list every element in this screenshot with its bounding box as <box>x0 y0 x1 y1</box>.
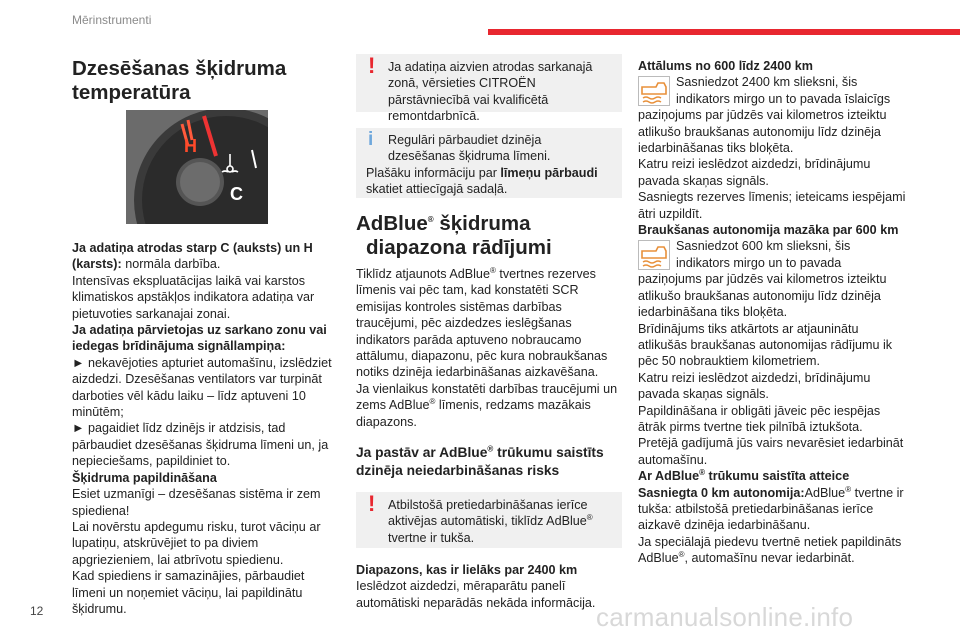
paragraph: Esiet uzmanīgi – dzesēšanas sistēma ir zem spiediena! <box>72 487 321 518</box>
info-icon: i <box>368 129 374 150</box>
paragraph: Tiklīdz atjaunots AdBlue® tvertnes rezerves līmenis vai pēc tam, kad konstatēti SCR emisijas kontroles sistēmas darbības traucējumi, pēc aizdedzes ieslēgšanas indikators parāda aptuveno nobraucamo attālumu, diapazonu, pēc kura nobraukšanas notiks dzinēja iedarbināšanas aizkavēšana. <box>356 265 608 380</box>
paragraph: Ja adatiņa atrodas starp C (auksts) un H (karsts): normāla darbība. <box>72 241 313 272</box>
paragraph: Pretējā gadījumā jūs vairs nevarēsiet iedarbināt automašīnu. <box>638 436 904 467</box>
paragraph: Sasniegts rezerves līmenis; ieteicams iespējami ātri uzpildīt. <box>638 190 906 221</box>
adblue-indicator-icon <box>638 240 670 270</box>
paragraph: Papildināšana ir obligāti jāveic pēc iespējas ātrāk pirms tvertne tiek pilnībā iztukšota. <box>638 403 881 434</box>
range-heading: Diapazons, kas ir lielāks par 2400 km <box>356 563 578 578</box>
paragraph: Ieslēdzot aizdedzi, mēraparātu panelī automātiski neparādās nekāda informācija. <box>356 579 596 610</box>
column-range <box>638 58 906 567</box>
paragraph: Lai novērstu apdegumu risku, turot vāciņu ar lupatiņu, atskrūvējiet to pa diviem apgriezieniem, lai atbrīvotu spiedienu. <box>72 519 321 567</box>
page-number: 12 <box>30 604 44 618</box>
paragraph: Katru reizi ieslēdzot aizdedzi, brīdinājumu pavada skaņas signāls. <box>638 370 871 402</box>
adblue-indicator-icon <box>638 76 670 106</box>
range-block-2400: Sasniedzot 2400 km slieksni, šis indikators mirgo un to pavada īslaicīgs paziņojums par jūdzēs vai kilometros izteiktu atlikušo braukšanas autonomiju līdz dzinēja iedarbināšanas tiks bloķēta. <box>638 75 891 156</box>
coolant-gauge-image <box>126 110 268 224</box>
range-heading: Braukšanas autonomija mazāka par 600 km <box>638 223 899 238</box>
bullet-item: ► nekavējoties apturiet automašīnu, izslēdziet aizdedzi. Dzesēšanas ventilators var turpināt darboties vēl kādu laiku – līdz aptuveni 10 minūtēm; <box>72 355 332 420</box>
paragraph: Ja adatiņa pārvietojas uz sarkano zonu vai iedegas brīdinājuma signāllampiņa: <box>72 323 327 354</box>
bullet-item: ► pagaidiet līdz dzinējs ir atdzisis, tad pārbaudiet dzesēšanas šķidruma līmeni un, ja nepieciešams, papildiniet to. <box>72 421 329 469</box>
warning-icon: ! <box>368 53 376 78</box>
watermark: carmanualsonline.info <box>596 602 854 632</box>
subheading: Šķidruma papildināšana <box>72 470 217 485</box>
paragraph: Kad spiediens ir samazinājies, pārbaudiet līmeni un noņemiet vāciņu, lai papildinātu šķidrumu. <box>72 569 305 616</box>
gauge-hot-label: H <box>184 136 197 156</box>
coolant-title: Dzesēšanas šķidruma temperatūra <box>72 57 287 104</box>
paragraph: Katru reizi ieslēdzot aizdedzi, brīdinājumu pavada skaņas signāls. <box>638 157 871 188</box>
paragraph: Intensīvas ekspluatācijas laikā vai karstos klimatiskos apstākļos indikatora adatiņa var pietuvoties sarkanajai zonai. <box>72 273 315 321</box>
subsection-title: Ja pastāv ar AdBlue® trūkumu saistīts dzinēja neiedarbināšanas risks <box>356 444 604 479</box>
range-heading: Ar AdBlue® trūkumu saistīta atteice <box>638 467 850 484</box>
paragraph: Ja vienlaikus konstatēti darbības traucējumi un zems AdBlue® līmenis, redzams mazākais diapazons. <box>356 381 618 429</box>
warning-box: ! Ja adatiņa aizvien atrodas sarkanajā zonā, vērsieties CITROËN pārstāvniecībā vai kvalificētā remontdarbnīcā. <box>356 54 622 112</box>
adblue-title: AdBlue® šķidruma diapazona rādījumi <box>356 212 552 259</box>
paragraph: Sasniegta 0 km autonomija:AdBlue® tvertne ir tukša: atbilstošā pretiedarbināšanas ierīce aizkavē dzinēja iedarbināšanu. <box>638 484 904 533</box>
header-accent-bar <box>488 29 960 35</box>
info-box: i Regulāri pārbaudiet dzinēja dzesēšanas šķidruma līmeni. Plašāku informāciju par līmeņu pārbaudi skatiet attiecīgajā sadaļā. <box>356 128 622 198</box>
column-adblue <box>356 54 622 611</box>
range-block-600: Sasniedzot 600 km slieksni, šis indikators mirgo un to pavada paziņojums par jūdzēs vai kilometros izteiktu atlikušo braukšanas autonomiju līdz dzinēja iedarbināšana tiks bloķēta. <box>638 239 887 320</box>
warning-box-2: ! Atbilstošā pretiedarbināšanas ierīce aktivējas automātiski, tiklīdz AdBlue® tvertne ir tukša. <box>356 492 622 548</box>
range-heading: Attālums no 600 līdz 2400 km <box>638 59 813 73</box>
paragraph: Ja speciālajā piedevu tvertnē netiek papildināts AdBlue®, automašīnu nevar iedarbināt. <box>638 534 902 566</box>
warning-icon: ! <box>368 491 376 517</box>
coolant-text <box>72 240 334 617</box>
paragraph: Brīdinājums tiks atkārtots ar atjauninātu atlikušās braukšanas autonomijas rādījumu ik pēc 50 nobrauktiem kilometriem. <box>638 321 893 369</box>
gauge-cold-label: C <box>230 184 243 204</box>
section-title: Mērinstrumenti <box>72 13 152 27</box>
